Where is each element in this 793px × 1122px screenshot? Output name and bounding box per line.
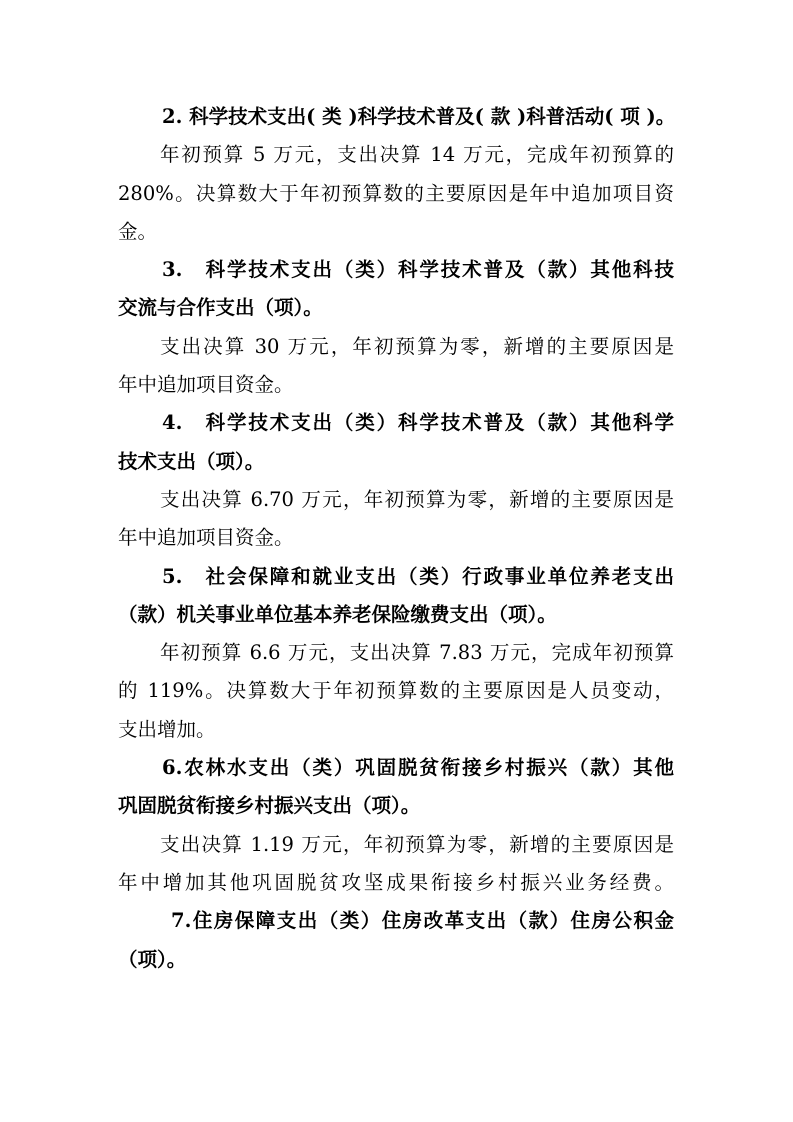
body-line: 年中追加项目资金。 xyxy=(118,373,294,397)
heading-item-5-cont: （款）机关事业单位基本养老保险缴费支出（项）。 xyxy=(118,602,557,626)
body-line: 280%。决算数大于年初预算数的主要原因是年中追加项目资 xyxy=(118,181,674,205)
body-line: 年初预算 6.6 万元，支出决算 7.83 万元，完成年初预算 xyxy=(160,641,674,665)
heading-item-7-cont: （项）。 xyxy=(118,947,187,971)
heading-item-3-cont: 交流与合作支出（项）。 xyxy=(118,296,323,320)
body-line: 的 119%。决算数大于年初预算数的主要原因是人员变动， xyxy=(118,679,674,703)
body-line: 年中增加其他巩固脱贫攻坚成果衔接乡村振兴业务经费。 xyxy=(118,870,674,894)
heading-item-4-cont: 技术支出（项）。 xyxy=(118,449,265,473)
heading-item-6-cont: 巩固脱贫衔接乡村振兴支出（项）。 xyxy=(118,794,421,818)
body-line: 支出决算 6.70 万元，年初预算为零，新增的主要原因是 xyxy=(160,487,674,511)
heading-item-7: 7.住房保障支出（类）住房改革支出（款）住房公积金 xyxy=(171,909,674,933)
heading-item-6: 6.农林水支出（类）巩固脱贫衔接乡村振兴（款）其他 xyxy=(162,756,674,780)
body-line: 支出决算 1.19 万元，年初预算为零，新增的主要原因是 xyxy=(160,832,674,856)
document-page xyxy=(118,98,674,979)
heading-item-2: 2. 科学技术支出( 类 )科学技术普及( 款 )科普活动( 项 )。 xyxy=(162,105,676,128)
body-line: 金。 xyxy=(118,219,158,243)
body-line: 支出增加。 xyxy=(118,717,216,741)
heading-item-4: 4. 科学技术支出（类）科学技术普及（款）其他科学 xyxy=(162,411,674,435)
heading-item-3: 3. 科学技术支出（类）科学技术普及（款）其他科技 xyxy=(162,258,674,282)
body-line: 年初预算 5 万元，支出决算 14 万元，完成年初预算的 xyxy=(160,143,674,167)
heading-item-5: 5. 社会保障和就业支出（类）行政事业单位养老支出 xyxy=(162,564,674,588)
body-line: 年中追加项目资金。 xyxy=(118,526,294,550)
body-line: 支出决算 30 万元，年初预算为零，新增的主要原因是 xyxy=(160,334,674,358)
